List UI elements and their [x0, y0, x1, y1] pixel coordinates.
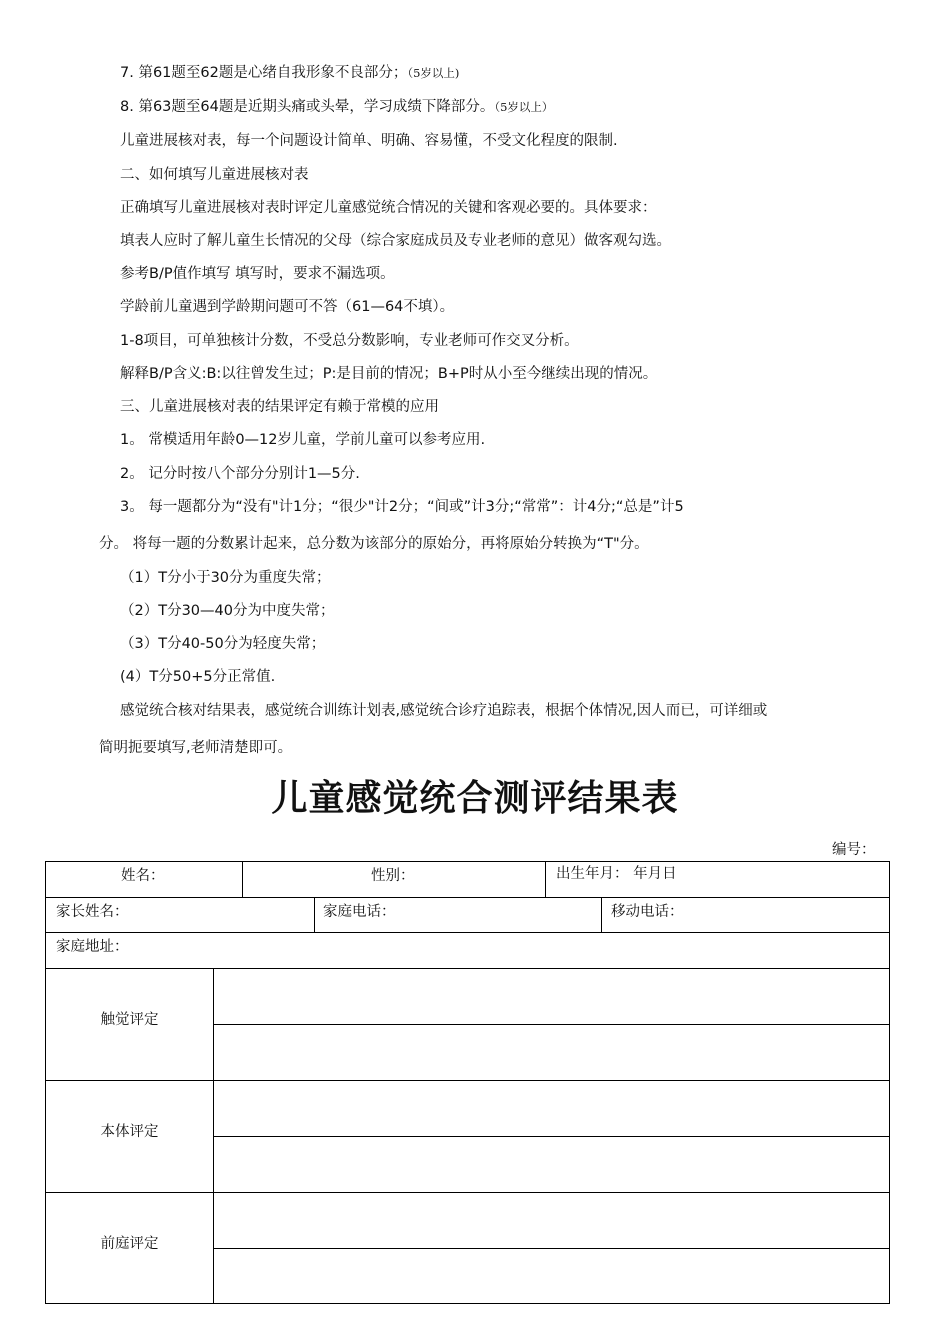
row-divider — [46, 932, 889, 933]
vestibular-assessment-label: 前庭评定 — [100, 1236, 159, 1252]
address-field-label: 家庭地址： — [56, 939, 129, 955]
section-3-heading: 三、儿童进展核对表的结果评定有赖于常模的应用 — [120, 399, 439, 415]
column-divider — [601, 897, 602, 932]
column-divider — [213, 968, 214, 1304]
column-divider — [314, 897, 315, 932]
t-score-2: （2）T分30—40分为中度失常； — [120, 603, 335, 619]
item-7-text: 7. 第61题至62题是心绪自我形象不良部分； — [120, 65, 408, 81]
t-score-3: （3）T分40-50分为轻度失常； — [120, 636, 326, 652]
row-divider — [213, 1248, 889, 1249]
rule-3-line-1: 3。 每一题都分为“没有"计1分；“很少"计2分；“间或”计3分;“常常”：计4分;“总是”计5 — [120, 499, 684, 515]
fill-requirement-2: 参考B/P值作填写 填写时，要求不漏选项。 — [120, 266, 395, 282]
serial-number-label: 编号： — [832, 842, 876, 858]
column-divider — [545, 862, 546, 897]
form-title: 儿童感觉统合测评结果表 — [271, 777, 679, 819]
name-field-label: 姓名： — [121, 868, 165, 884]
item-8-note: （5岁以上） — [494, 100, 554, 114]
item-8 — [120, 97, 553, 117]
rule-3-line-2: 分。 将每一题的分数累计起来，总分数为该部分的原始分，再将原始分转换为“T"分。 — [99, 536, 649, 552]
bp-explanation: 解释B/P含义:B:以往曾发生过；P:是目前的情况；B+P时从小至今继续出现的情况。 — [120, 366, 658, 382]
section-2-heading: 二、如何填写儿童进展核对表 — [120, 167, 309, 183]
fill-requirement-1: 填表人应时了解儿童生长情况的父母（综合家庭成员及专业老师的意见）做客观勾选。 — [120, 233, 671, 249]
parent-name-field-label: 家长姓名： — [56, 904, 129, 920]
mobile-phone-field-label: 移动电话： — [611, 904, 684, 920]
column-divider — [242, 862, 243, 897]
item-7 — [120, 63, 459, 83]
fill-requirement-3: 学龄前儿童遇到学龄期问题可不答（61—64不填）。 — [120, 299, 455, 315]
gender-field-label: 性别： — [371, 868, 415, 884]
row-divider — [46, 968, 889, 969]
home-phone-field-label: 家庭电话： — [323, 904, 396, 920]
item-7-note: （5岁以上) — [407, 66, 460, 80]
row-divider — [46, 1192, 889, 1193]
t-score-4: (4）T分50+5分正常值. — [120, 669, 276, 685]
rule-1: 1。 常模适用年龄0—12岁儿童，学前儿童可以参考应用. — [120, 432, 486, 448]
t-score-1: （1）T分小于30分为重度失常； — [120, 570, 331, 586]
fill-requirement-4: 1-8项目，可单独核计分数，不受总分数影响，专业老师可作交叉分析。 — [120, 333, 579, 349]
birth-date-field-label: 出生年月： 年月日 — [556, 866, 677, 882]
row-divider — [46, 1080, 889, 1081]
rule-2: 2。 记分时按八个部分分别计1—5分. — [120, 466, 360, 482]
fill-requirement-intro: 正确填写儿童进展核对表时评定儿童感觉统合情况的关键和客观必要的。具体要求： — [120, 200, 657, 216]
closing-line-1: 感觉统合核对结果表，感觉统合训练计划表,感觉统合诊疗追踪表，根据个体情况,因人而已，可详细或 — [120, 703, 768, 719]
checklist-description: 儿童进展核对表，每一个问题设计简单、明确、容易懂，不受文化程度的限制. — [120, 133, 618, 149]
assessment-form — [45, 861, 890, 1304]
proprioceptive-assessment-label: 本体评定 — [100, 1124, 159, 1140]
row-divider — [46, 897, 889, 898]
row-divider — [213, 1136, 889, 1137]
closing-line-2: 简明扼要填写,老师清楚即可。 — [99, 740, 293, 756]
row-divider — [213, 1024, 889, 1025]
item-8-text: 8. 第63题至64题是近期头痛或头晕，学习成绩下降部分。 — [120, 99, 495, 115]
tactile-assessment-label: 触觉评定 — [100, 1012, 159, 1028]
